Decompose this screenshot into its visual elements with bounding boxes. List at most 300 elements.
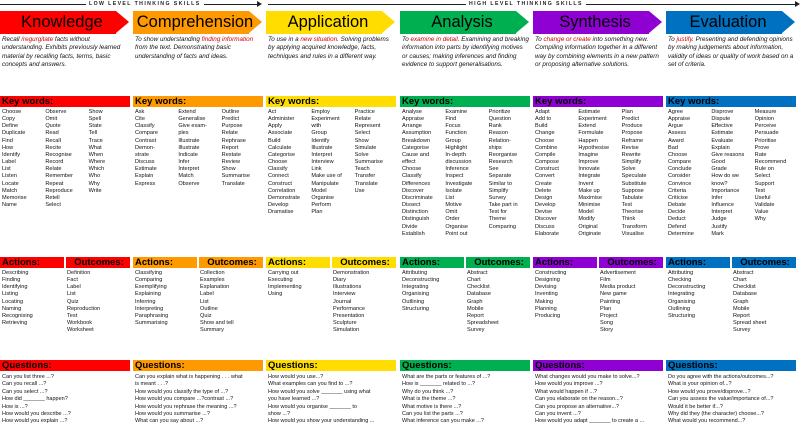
comprehension-outcomes-heading: Outcomes: [197, 257, 263, 268]
outcome-item: Demonstration [333, 270, 370, 276]
keyword: Cause and [402, 151, 430, 158]
action-item: Summarising [135, 320, 168, 327]
keyword: Defend [668, 223, 687, 230]
evaluation-actions-list [666, 270, 731, 334]
question-item: Can you select ...? [2, 388, 48, 395]
application-keywords-heading: Key words: [266, 96, 396, 107]
keyword: Omit [445, 209, 458, 216]
action-item: Structuring [402, 305, 430, 312]
question-item: How would you compare ...?contrast ...? [135, 396, 234, 403]
question-item: What motive is there ...? [402, 403, 462, 410]
synthesis-actions-outcomes-heading [533, 257, 663, 268]
description-text: To use in a [268, 36, 301, 43]
analysis-actions-outcomes [400, 270, 530, 334]
analysis-title: Analysis [431, 13, 493, 31]
keyword: Trace [88, 137, 103, 144]
action-item: Inferring [135, 298, 156, 305]
keyword: Useful [754, 194, 771, 201]
keyword: Discuss [535, 223, 555, 230]
application-keywords [266, 109, 396, 216]
keyword: Dispute [711, 116, 731, 123]
keyword: Build [268, 137, 281, 144]
keyword: Solve [621, 166, 636, 173]
keyword: Add to [535, 116, 552, 123]
outcome-item: Graph [733, 298, 749, 305]
question-item: What is the theme ...? [402, 396, 456, 403]
comprehension-actions-outcomes-heading [133, 257, 263, 268]
outcome-item: Chart [467, 277, 481, 284]
keyword: Improve [578, 159, 599, 166]
action-item: Outlining [402, 298, 425, 305]
comprehension-header [133, 11, 263, 34]
action-item: Organising [668, 298, 696, 305]
keyword: Show [88, 109, 103, 115]
outcome-item: Advertisement [600, 270, 636, 276]
outcome-item: Report [733, 312, 750, 319]
keyword: Reason [488, 130, 508, 137]
keyword: Compose [535, 159, 559, 166]
description-text: Recall [2, 36, 22, 43]
question-item: How would you organise _______ to [268, 403, 357, 410]
outcome-item: Song [600, 320, 614, 327]
keyword: Classify [135, 123, 155, 130]
outcome-item: Checklist [733, 284, 756, 291]
keyword: Correlation [268, 187, 296, 194]
keyword: Match [2, 187, 18, 194]
keyword: Cite [135, 116, 145, 123]
outcome-item: Mobile [467, 305, 484, 312]
action-item: Using [268, 291, 283, 298]
keyword: Divide [402, 223, 418, 230]
comprehension-description [135, 36, 262, 61]
keyword: Distinguish [402, 216, 430, 223]
keyword: Prioritise [754, 137, 777, 144]
action-item: Implementing [268, 284, 302, 291]
analysis-outcomes-list [465, 270, 530, 334]
outcome-item: Test [67, 312, 78, 319]
outcome-item: Chart [733, 277, 747, 284]
keyword: Solve [354, 151, 369, 158]
keyword: Retell [45, 194, 60, 201]
action-item: Retrieving [2, 320, 28, 327]
keyword: Relation- [488, 137, 512, 144]
keyword: Rule on [754, 166, 774, 173]
keyword: Estimate [711, 130, 734, 137]
keyword: Maximise [578, 194, 602, 201]
keyword: Model [311, 187, 327, 194]
knowledge-actions-outcomes [0, 270, 130, 334]
question-item: How would you summarise ...? [135, 411, 210, 418]
question-item: Can you propose an alternative...? [535, 403, 620, 410]
keyword: Administer [268, 116, 295, 123]
keyword: Appraise [668, 116, 691, 123]
knowledge-description [2, 36, 129, 69]
keyword: Choose [535, 137, 555, 144]
keyword: Survey [488, 194, 507, 201]
keyword: Revise [621, 144, 639, 151]
keyword: Design [535, 194, 553, 201]
keyword: Define [2, 123, 19, 130]
keyword: Consider [668, 173, 691, 180]
keyword: Convert [535, 173, 555, 180]
synthesis-keywords [533, 109, 663, 238]
keyword: Reframe [621, 137, 644, 144]
keyword: Prove [754, 144, 770, 151]
keyword: Dissect [402, 202, 421, 209]
outcome-item: Outline [200, 305, 218, 312]
keyword: Restate [221, 151, 241, 158]
keyword: Influence [711, 202, 735, 209]
knowledge-keywords-heading: Key words: [0, 96, 130, 107]
keyword: Memorise [2, 194, 27, 201]
keyword: Produce [621, 123, 643, 130]
application-actions-outcomes-heading [266, 257, 396, 268]
synthesis-questions-heading: Questions: [533, 360, 663, 371]
keyword: Transform [621, 223, 647, 230]
keyword: Inspect [445, 173, 464, 180]
knowledge-questions [2, 374, 129, 426]
keyword: Reorganise [488, 151, 518, 158]
outcome-item: Interview [333, 291, 356, 298]
keyword: Importance [711, 187, 740, 194]
outcome-item: New game [600, 291, 627, 298]
keyword-column [620, 109, 663, 238]
keyword: Isolate [445, 187, 462, 194]
outcome-item: Abstract [467, 270, 488, 276]
keyword: Illustrate [178, 137, 200, 144]
outcome-item: Explanation [200, 284, 230, 291]
keyword: Who [88, 173, 101, 180]
keyword: Conclude [668, 166, 692, 173]
keyword: Find [2, 137, 13, 144]
application-header [266, 11, 396, 34]
comprehension-keywords-heading: Key words: [133, 96, 263, 107]
keyword: List [445, 194, 455, 201]
synthesis-actions-heading: Actions: [533, 257, 597, 268]
action-item: Planning [535, 305, 557, 312]
keyword: Connect [268, 173, 289, 180]
description-text: . Solving problems by applying acquired knowledge, facts, techniques and rules in a different way. [268, 36, 389, 60]
keyword: Rate [754, 151, 767, 158]
action-item: Structuring [668, 312, 696, 319]
keyword: Research [488, 159, 513, 166]
action-item: Organising [402, 291, 430, 298]
keyword: Explain [135, 173, 154, 180]
keyword: Examine [445, 109, 468, 115]
action-item: Paraphrasing [135, 312, 169, 319]
action-item: Constructing [535, 270, 567, 276]
action-item: Making [535, 298, 554, 305]
analysis-actions-heading: Actions: [400, 257, 464, 268]
outcome-item: Simulation [333, 327, 360, 334]
keyword: Argue [668, 123, 683, 130]
question-item: How would you adapt _______ to create a ... [535, 418, 645, 425]
keyword: Find [445, 116, 457, 123]
outcome-item: Survey [467, 327, 485, 334]
application-actions-heading: Actions: [266, 257, 330, 268]
keyword: Inference [445, 166, 469, 173]
question-item: What can you say about ...? [135, 418, 204, 425]
action-item: Naming [2, 305, 22, 312]
keyword: with [311, 123, 322, 130]
knowledge-outcomes-heading: Outcomes: [64, 257, 130, 268]
action-item: Explaining [135, 291, 161, 298]
low-level-banner-label: LOW LEVEL THINKING SKILLS [86, 0, 204, 9]
knowledge-header [0, 11, 130, 34]
analysis-description [402, 36, 529, 69]
comprehension-outcomes-list [198, 270, 263, 334]
keyword: Rank [488, 123, 502, 130]
high-level-banner-arrow [795, 1, 800, 7]
keyword-column [220, 109, 263, 188]
keyword: Model [578, 209, 594, 216]
keyword: Function [445, 130, 467, 137]
action-item: Interpreting [135, 305, 164, 312]
action-item: Exemplifying [135, 284, 167, 291]
keyword: Identify [2, 151, 21, 158]
knowledge-questions-heading: Questions: [0, 360, 130, 371]
keyword: Speculate [621, 173, 647, 180]
comprehension-keywords [133, 109, 263, 188]
keyword: Recommend [754, 159, 787, 166]
outcome-item: Painting [600, 298, 621, 305]
keyword: Select [354, 130, 371, 137]
keyword: ships [488, 144, 502, 151]
keyword: Illustrate [178, 144, 200, 151]
outcome-item: Sculpture [333, 320, 357, 327]
keyword: Duplicate [2, 130, 26, 137]
keyword: Label [2, 159, 16, 166]
keyword: Simulate [354, 144, 377, 151]
keyword: Theorise [621, 209, 644, 216]
analysis-header [400, 11, 530, 34]
knowledge-actions-heading: Actions: [0, 257, 64, 268]
keyword: Develop [268, 202, 289, 209]
highlighted-term: change or create [543, 36, 591, 43]
keyword: Compile [535, 151, 556, 158]
keyword: Recall [45, 137, 61, 144]
keyword: Elaborate [535, 230, 559, 237]
keyword: Estimate [578, 109, 601, 115]
knowledge-keywords [0, 109, 130, 209]
keyword: Discriminate [402, 194, 433, 201]
keyword: Use [354, 187, 365, 194]
keyword: Interview [311, 159, 334, 166]
question-item: What examples can you find to ...? [268, 381, 353, 388]
evaluation-actions-outcomes-heading [666, 257, 796, 268]
keyword: Simplify [621, 159, 642, 166]
outcome-item: Abstract [733, 270, 754, 276]
keyword: Choose [2, 109, 22, 115]
keyword: Experiment [578, 116, 607, 123]
knowledge-outcomes-list [65, 270, 130, 334]
keyword: Translate [221, 180, 245, 187]
analysis-questions [402, 374, 529, 426]
keyword: Select [754, 173, 771, 180]
keyword: Show [221, 166, 236, 173]
analysis-actions-list [400, 270, 465, 334]
keyword: Criteria [668, 187, 687, 194]
keyword: discussion [445, 159, 472, 166]
high-level-banner [268, 0, 800, 9]
keyword: Quote [45, 123, 61, 130]
outcome-item: Database [467, 291, 491, 298]
action-item: Checking [668, 277, 692, 284]
application-outcomes-list [331, 270, 396, 334]
keyword: strate [135, 151, 149, 158]
keyword: Determine [668, 230, 694, 237]
keyword: Perform [311, 202, 332, 209]
keyword: Organise [311, 194, 335, 201]
keyword: Highlight [445, 144, 468, 151]
question-item: Can you list three ...? [2, 374, 54, 380]
synthesis-questions [535, 374, 662, 426]
question-item: is meant . . .? [135, 381, 169, 388]
keyword: Hypothesise [578, 144, 610, 151]
question-item: How would you solve _______ using what [268, 388, 371, 395]
question-item: How is ...? [2, 403, 28, 410]
description-text: . Examining and breaking information into parts by identifying motives or causes; making inferences and finding evidence to support generalisations. [402, 36, 529, 68]
application-actions-outcomes [266, 270, 396, 334]
action-item: Attributing [402, 270, 428, 276]
outcome-item: Label [200, 291, 214, 298]
keyword: Act [268, 109, 277, 115]
keyword: Persuade [754, 130, 779, 137]
keyword: Group [445, 137, 461, 144]
low-level-banner [0, 0, 262, 9]
question-item: How would you describe ...? [2, 411, 71, 418]
keyword: Validate [754, 202, 775, 209]
outcome-item: Graph [467, 298, 483, 305]
keyword: Analyse [402, 109, 422, 115]
outcome-item: Definition [67, 270, 91, 276]
keyword: Justify [711, 223, 728, 230]
keyword: Invent [578, 180, 594, 187]
keyword: Innovate [578, 166, 600, 173]
keyword-column [353, 109, 396, 216]
outcome-item: List [200, 298, 209, 305]
outcome-item: Quiz [67, 298, 79, 305]
keyword: Interpret [311, 151, 333, 158]
question-item: Can you invent ...? [535, 411, 581, 418]
low-level-banner-arrow [257, 1, 262, 7]
keyword: Infer [711, 194, 723, 201]
keyword: Locate [2, 180, 19, 187]
question-item: What would happen if ...? [535, 388, 598, 395]
keyword: Focus [445, 123, 461, 130]
keyword: Predict [621, 116, 640, 123]
keyword: Make up [578, 187, 600, 194]
comprehension-title: Comprehension [136, 13, 254, 31]
synthesis-title: Synthesis [559, 13, 631, 31]
keyword: Interpret [711, 209, 733, 216]
keyword: Categorise [268, 151, 296, 158]
action-item: Carrying out [268, 270, 299, 276]
action-item: Recognising [2, 312, 33, 319]
keyword: Perceive [754, 123, 777, 130]
keyword: Summarise [354, 159, 383, 166]
synthesis-description [535, 36, 662, 69]
application-title: Application [287, 13, 369, 31]
keyword: When [88, 151, 104, 158]
keyword: Link [311, 166, 322, 173]
keyword: Demonstrate [268, 194, 301, 201]
description-text: To [402, 36, 411, 43]
keyword: Debate [668, 202, 687, 209]
keyword: Create [535, 180, 552, 187]
question-item: show ...? [268, 411, 291, 418]
evaluation-outcomes-list [731, 270, 796, 334]
question-item: you have learned ...? [268, 396, 320, 403]
application-actions-list [266, 270, 331, 334]
analysis-actions-outcomes-heading [400, 257, 530, 268]
keyword: Opinion [754, 116, 774, 123]
keyword: Simplify [488, 187, 509, 194]
evaluation-questions [668, 374, 795, 426]
keyword: Contrast [135, 137, 157, 144]
question-item: How would you classify the type of ...? [135, 388, 229, 395]
outcome-item: Survey [733, 327, 751, 334]
highlighted-term: new situation [300, 36, 338, 43]
keyword: Recognise [45, 151, 72, 158]
description-text: To [668, 36, 677, 43]
keyword-column [309, 109, 352, 216]
keyword: Substitute [621, 180, 647, 187]
action-item: Producing [535, 312, 561, 319]
outcome-item: Media product [600, 284, 636, 291]
keyword-column [176, 109, 219, 188]
question-item: What changes would you make to solve...? [535, 374, 640, 380]
keyword: Discover [535, 216, 557, 223]
keyword: Repeat [45, 180, 64, 187]
keyword: Employ [311, 109, 330, 115]
keyword: Delete [535, 187, 552, 194]
keyword: Where [88, 159, 106, 166]
synthesis-actions-list [533, 270, 598, 334]
question-item: How would you rephrase the meaning ...? [135, 403, 237, 410]
keyword: Which [88, 166, 105, 173]
keyword: Minimise [578, 202, 601, 209]
keyword: Take part in [488, 202, 518, 209]
keyword-column [666, 109, 709, 238]
keyword: know? [711, 180, 728, 187]
keyword: Infer [178, 159, 190, 166]
keyword: Categorise [402, 144, 430, 151]
evaluation-keywords-heading: Key words: [666, 96, 796, 107]
keyword: Relate [45, 166, 62, 173]
synthesis-outcomes-heading: Outcomes: [597, 257, 663, 268]
evaluation-outcomes-heading: Outcomes: [730, 257, 796, 268]
description-text: To show understanding [135, 36, 202, 43]
keyword: Evaluate [711, 137, 734, 144]
outcome-item: Plan [600, 305, 612, 312]
keyword: Arrange [402, 123, 422, 130]
keyword: Criticise [668, 194, 688, 201]
question-item: Can you recall ...? [2, 381, 47, 388]
highlighted-term: finding information [201, 36, 254, 43]
keyword: Deduct [668, 216, 686, 223]
keyword: Plan [621, 109, 633, 115]
keyword: Construct [268, 180, 292, 187]
comprehension-questions-heading: Questions: [133, 360, 263, 371]
application-outcomes-heading: Outcomes: [330, 257, 396, 268]
comprehension-actions-list [133, 270, 198, 334]
keyword: How do we [711, 173, 739, 180]
keyword-column [266, 109, 309, 216]
keyword: Interpret [178, 166, 200, 173]
keyword: List [2, 166, 11, 173]
keyword: Transfer [354, 173, 376, 180]
